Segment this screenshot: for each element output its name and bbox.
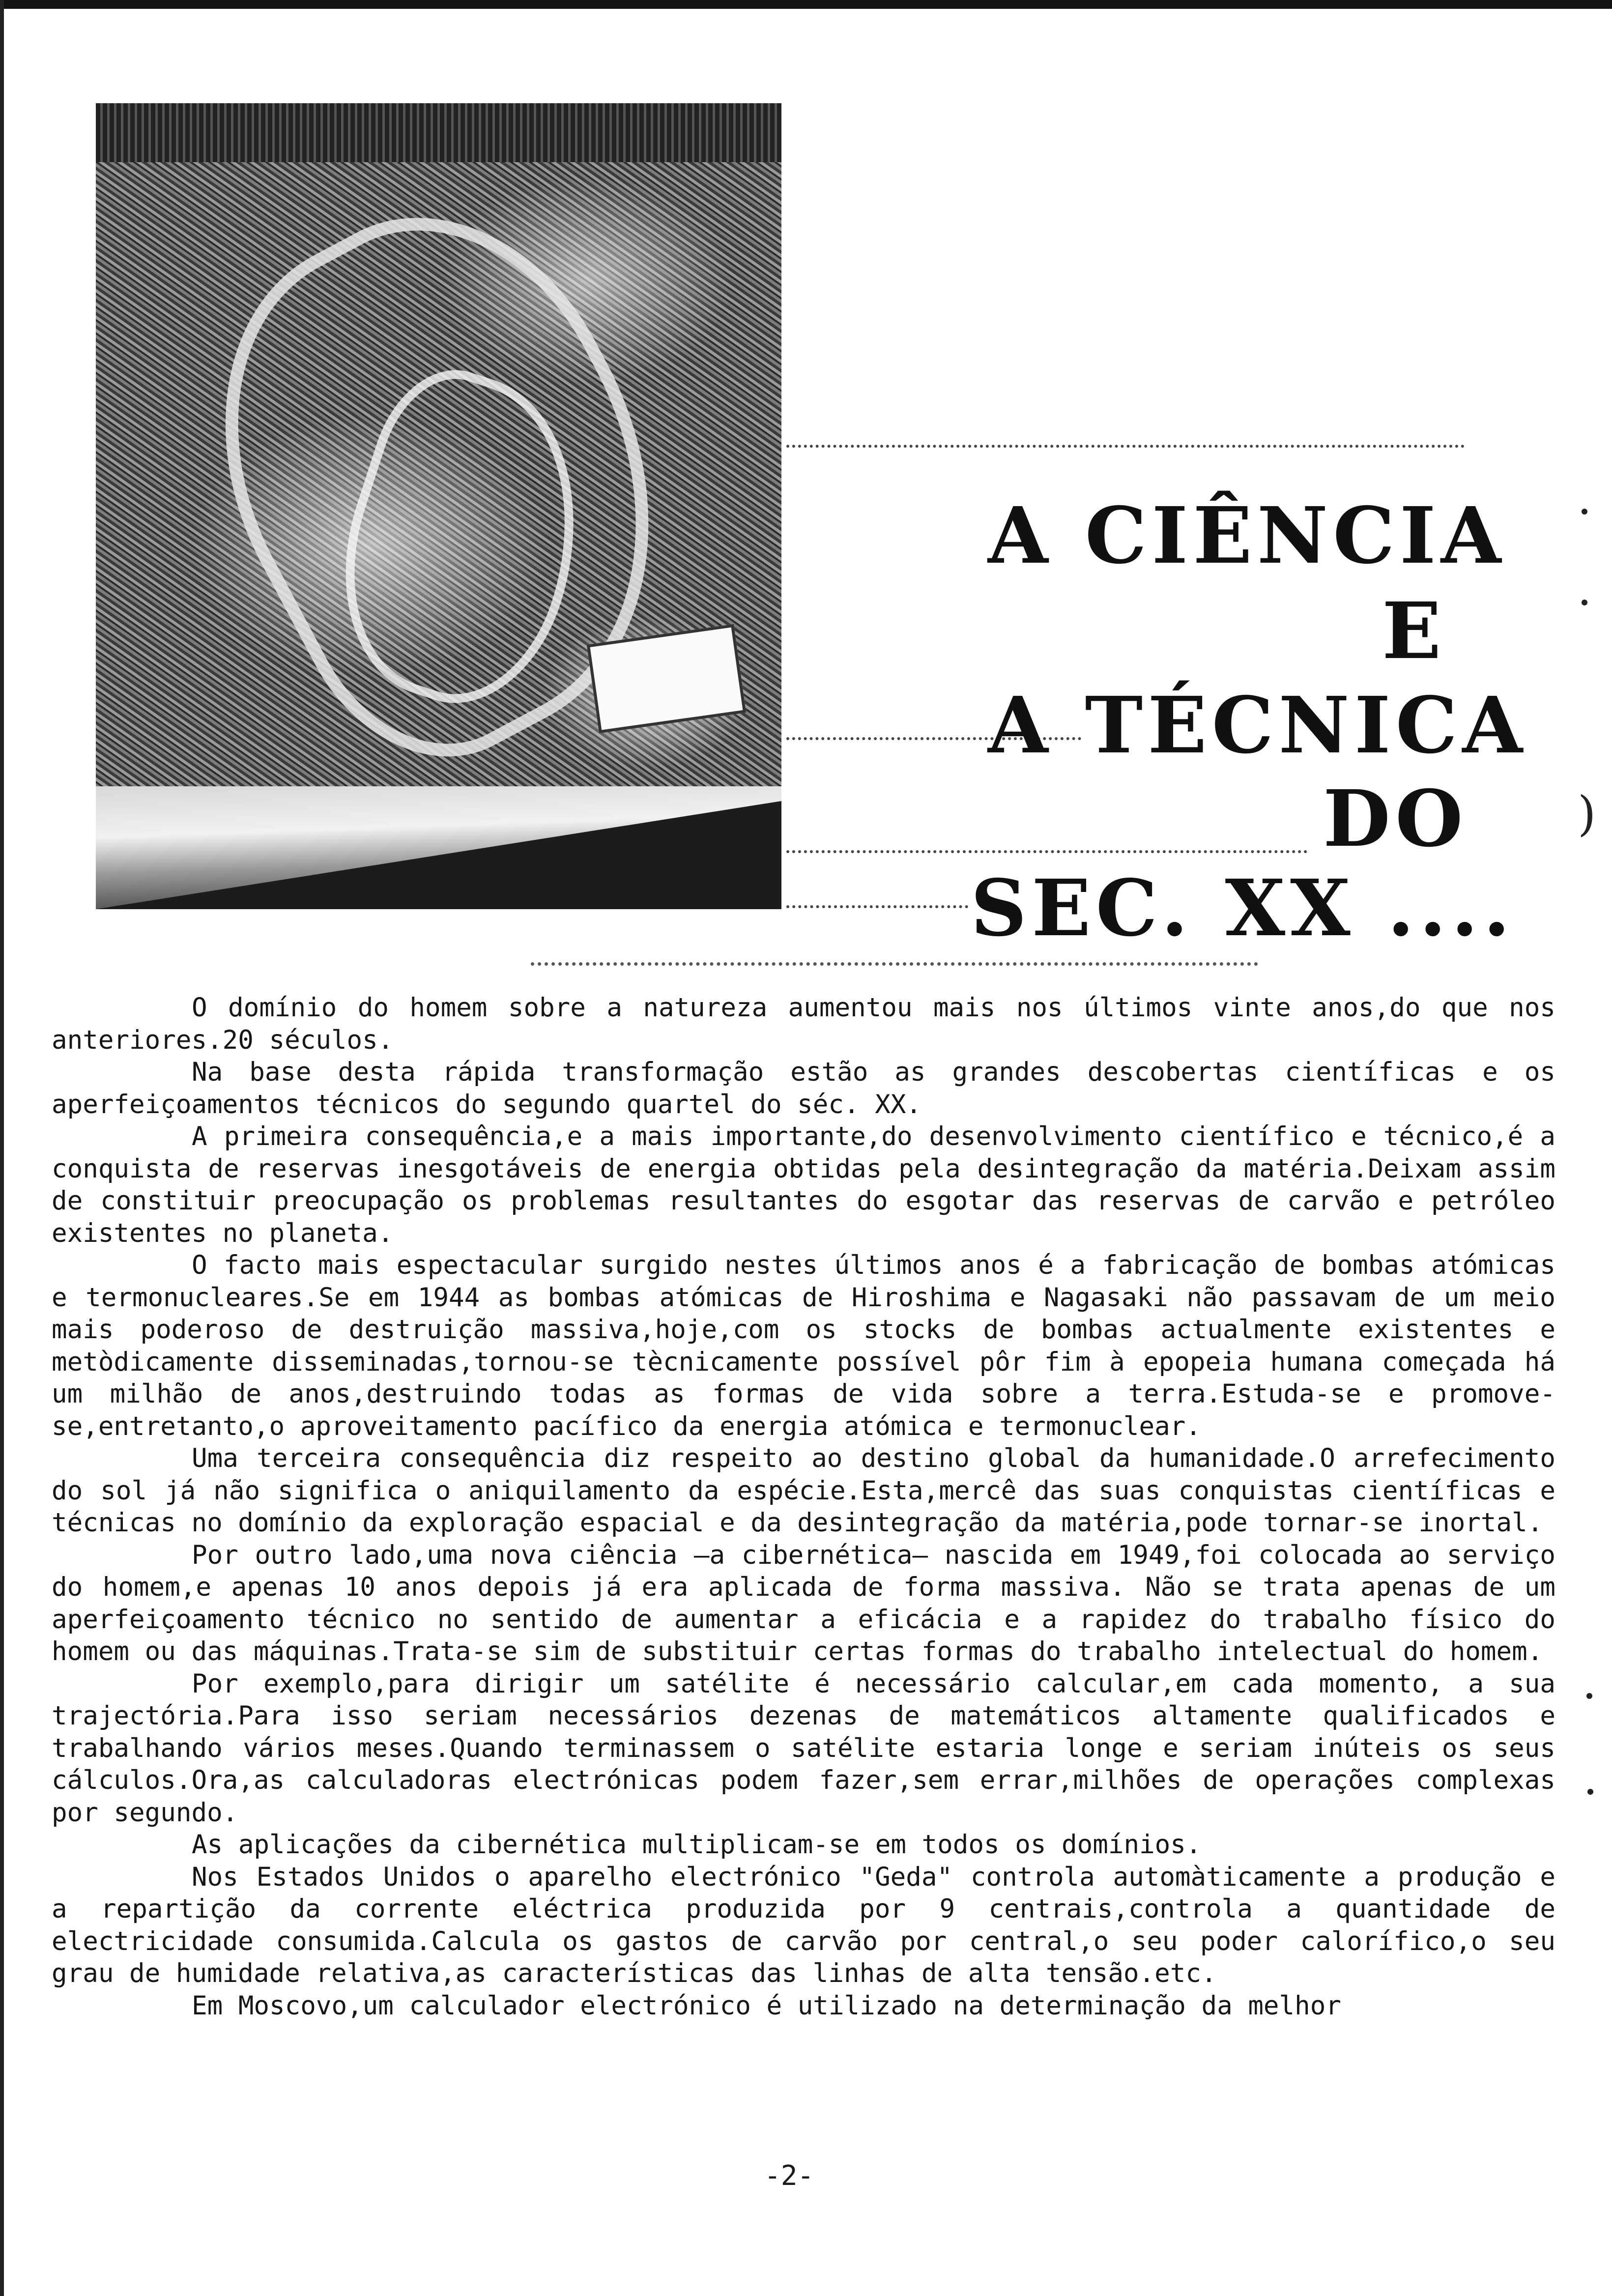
- paragraph: A primeira consequência,e a mais importante,do desenvolvimento científico e técnico,é a conquista de reservas inesgotáveis de energia obtidas pela desintegração da matéria.Deixam assim de constituir preocupação os problemas resultantes do esgotar das reservas de carvão e petróleo existentes no planeta.: [52, 1121, 1555, 1248]
- photo-shadow-wedge: [96, 801, 781, 909]
- photo-top-band: [96, 103, 781, 162]
- paragraph: O domínio do homem sobre a natureza aumentou mais nos últimos vinte anos,do que nos anteriores.20 séculos.: [52, 993, 1555, 1055]
- title-line-2: E: [1382, 586, 1446, 677]
- article-photo: [96, 103, 781, 909]
- paragraph: Por exemplo,para dirigir um satélite é necessário calcular,em cada momento, a sua trajectória.Para isso seriam necessários dezenas de matemáticos altamente qualificados e trabalhando vários meses.Quando terminassem o satélite estaria longe e seriam inúteis os seus cálculos.Ora,as calculadoras electrónicas podem fazer,sem errar,milhões de operações complexas por segundo.: [52, 1668, 1555, 1828]
- title-dotted-rule-1: [786, 445, 1465, 448]
- paragraph: Por outro lado,uma nova ciência —a cibernética— nascida em 1949,foi colocada ao serviço do homem,e apenas 10 anos depois já era aplicada de forma massiva. Não se trata apenas de um aperfeiçoamento técnico no sentido de aumentar a eficácia e a rapidez do trabalho físico do homem ou das máquinas.Trata-se sim de substituir certas formas do trabalho intelectual do homem.: [52, 1540, 1555, 1666]
- title-separator-dots: [531, 962, 1258, 966]
- title-line-1: A CIÊNCIA: [988, 490, 1506, 581]
- title-dotted-rule-4: [786, 905, 968, 908]
- title-dotted-rule-3: [786, 850, 1307, 853]
- paragraph: O facto mais espectacular surgido nestes últimos anos é a fabricação de bombas atómicas e termonucleares.Se em 1944 as bombas atómicas de Hiroshima e Nagasaki não passavam de um meio mais poderoso de destruição massiva,hoje,com os stocks de bombas actualmente existentes e metòdicamente disseminadas,tornou-se tècnicamente possível pôr fim à epopeia humana começada há um milhão de anos,destruindo todas as formas de vida sobre a terra.Estuda-se e promove-se,entretanto,o aproveitamento pacífico da energia atómica e termonuclear.: [52, 1250, 1555, 1441]
- page-number: -2-: [764, 2160, 814, 2192]
- margin-dot: [1587, 1789, 1593, 1795]
- paragraph: As aplicações da cibernética multiplicam-se em todos os domínios.: [192, 1830, 1202, 1860]
- top-border-rule: [0, 0, 1612, 9]
- left-border-rule: [0, 0, 4, 2296]
- margin-dot: [1582, 509, 1587, 515]
- paragraph: Uma terceira consequência diz respeito ao destino global da humanidade.O arrefecimento do sol já não significa o aniquilamento da espécie.Esta,mercê das suas conquistas científicas e técnicas no domínio da exploração espacial e da desintegração da matéria,pode tornar-se inortal.: [52, 1443, 1555, 1538]
- paragraph: Em Moscovo,um calculador electrónico é utilizado na determinação da melhor: [192, 1990, 1341, 2021]
- margin-bracket-mark: ): [1578, 786, 1596, 841]
- paragraph: Nos Estados Unidos o aparelho electrónico "Geda" controla automàticamente a produção e a repartição da corrente eléctrica produzida por 9 centrais,controla a quantidade de electricidade consumida.Calcula os gastos de carvão por central,o seu poder calorífico,o seu grau de humidade relativa,as características das linhas de alta tensão.etc.: [52, 1862, 1555, 1988]
- title-line-5: SEC. XX ....: [971, 863, 1515, 954]
- article-body: [52, 992, 1555, 2022]
- paragraph: Na base desta rápida transformação estão as grandes descobertas científicas e os aperfeiçoamentos técnicos do segundo quartel do séc. XX.: [52, 1057, 1555, 1119]
- margin-dot: [1582, 600, 1587, 605]
- title-line-4: DO: [1323, 774, 1468, 864]
- title-line-3: A TÉCNICA: [988, 680, 1528, 771]
- margin-dot: [1586, 1693, 1592, 1699]
